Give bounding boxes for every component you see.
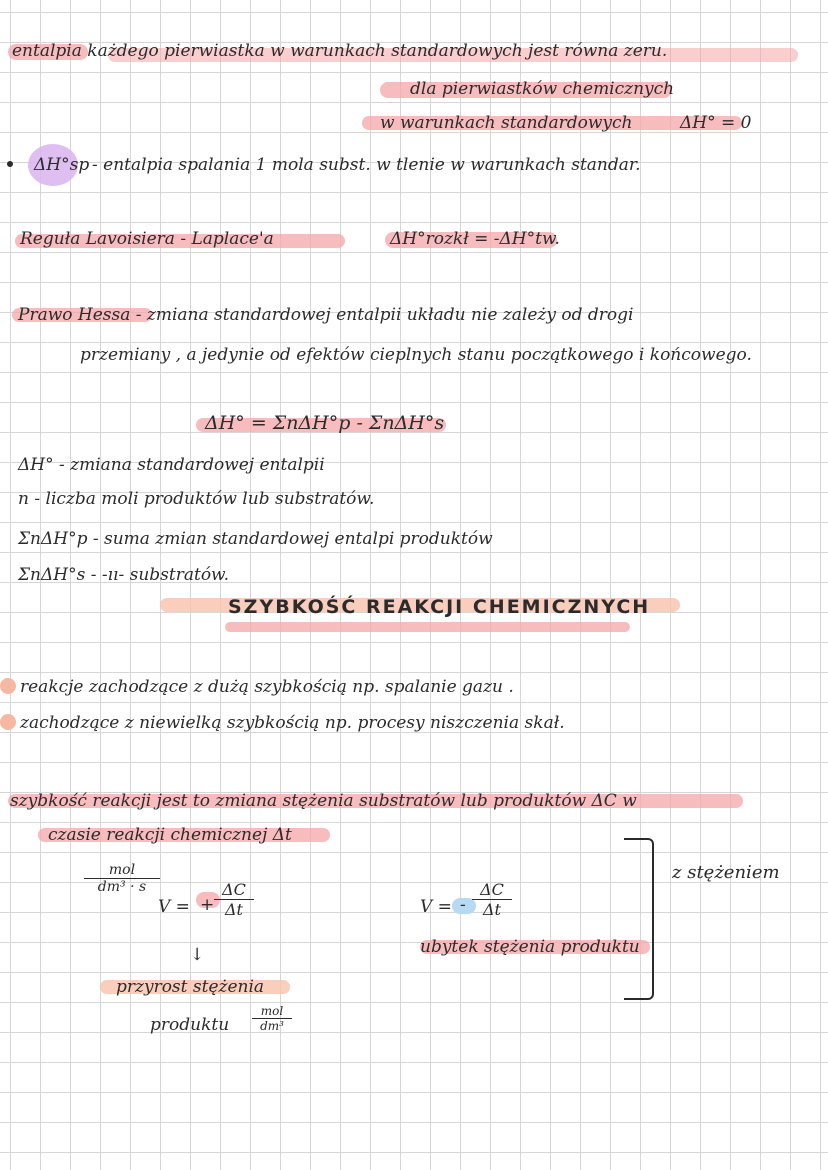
bullet-fast-reactions: reakcje zachodzące z dużą szybkością np. spalanie gazu . xyxy=(20,677,514,697)
growth-unit xyxy=(252,1004,292,1033)
growth-unit-numerator: mol xyxy=(260,1004,284,1018)
rate-dc-left: ΔC xyxy=(222,880,246,899)
rate-v-right: V = xyxy=(420,897,452,917)
growth-line1: przyrost stężenia xyxy=(116,977,265,997)
bullet-dot-1 xyxy=(0,678,16,694)
bullet-slow-reactions: zachodzące z niewielką szybkością np. procesy niszczenia skał. xyxy=(20,713,565,733)
line-conditions: w warunkach standardowych xyxy=(380,113,633,133)
rate-dt-left: Δt xyxy=(214,899,254,919)
rule-formula: ΔH°rozkł = -ΔH°tw. xyxy=(390,229,560,249)
rate-unit xyxy=(84,862,160,895)
hess-law-line1: Prawo Hessa - zmiana standardowej entalpii układu nie zależy od drogi xyxy=(18,305,634,325)
rate-dt-right: Δt xyxy=(472,899,512,919)
hess-law-line2: przemiany , a jedynie od efektów cieplnych stanu początkowego i końcowego. xyxy=(80,345,752,365)
rate-minus-sign: - xyxy=(460,895,466,915)
bullet-dot-sp xyxy=(7,161,13,167)
concentration-loss: ubytek stężenia produktu xyxy=(420,937,640,957)
dh-sp-symbol: ΔH°sp xyxy=(34,155,90,175)
bracket xyxy=(624,838,654,1000)
definition-substrates: ΣnΔH°s - -ıı- substratów. xyxy=(18,565,229,585)
rate-definition-line1: szybkość reakcji jest to zmiana stężenia substratów lub produktów ΔC w xyxy=(10,791,637,811)
rate-dc-right: ΔC xyxy=(480,880,504,899)
section-title: SZYBKOŚĆ REAKCJI CHEMICZNYCH xyxy=(228,596,651,618)
rate-fraction-left xyxy=(214,880,254,919)
rule-name: Reguła Lavoisiera - Laplace'a xyxy=(20,229,274,249)
line-standard-enthalpy: entalpia każdego pierwiastka w warunkach standardowych jest równa zeru. xyxy=(12,41,668,61)
rate-v-left: V = xyxy=(158,897,190,917)
line-combustion: - entalpia spalania 1 mola subst. w tlenie w warunkach standar. xyxy=(92,155,641,175)
hess-formula: ΔH° = ΣnΔH°p - ΣnΔH°s xyxy=(205,412,445,434)
definition-n: n - liczba moli produktów lub substratów. xyxy=(18,489,375,509)
rate-unit-numerator: mol xyxy=(108,862,136,878)
line-dh-zero: ΔH° = 0 xyxy=(680,113,752,133)
bullet-dot-2 xyxy=(0,714,16,730)
definition-products: ΣnΔH°p - suma zmian standardowej entalpi produktów xyxy=(18,529,493,549)
definition-dh: ΔH° - zmiana standardowej entalpii xyxy=(18,455,325,475)
line-elements: dla pierwiastków chemicznych xyxy=(410,79,675,99)
rate-definition-line2: czasie reakcji chemicznej Δt xyxy=(48,825,292,845)
highlight-title-2 xyxy=(225,622,630,632)
growth-unit-denominator: dm³ xyxy=(252,1018,292,1033)
growth-line2: produktu xyxy=(150,1015,230,1035)
rate-fraction-right xyxy=(472,880,512,919)
arrow-down-icon: ↓ xyxy=(190,945,205,965)
rate-unit-denominator: dm³ · s xyxy=(84,878,160,895)
rate-plus-sign: + xyxy=(200,895,215,915)
bracket-label: z stężeniem xyxy=(672,862,780,883)
